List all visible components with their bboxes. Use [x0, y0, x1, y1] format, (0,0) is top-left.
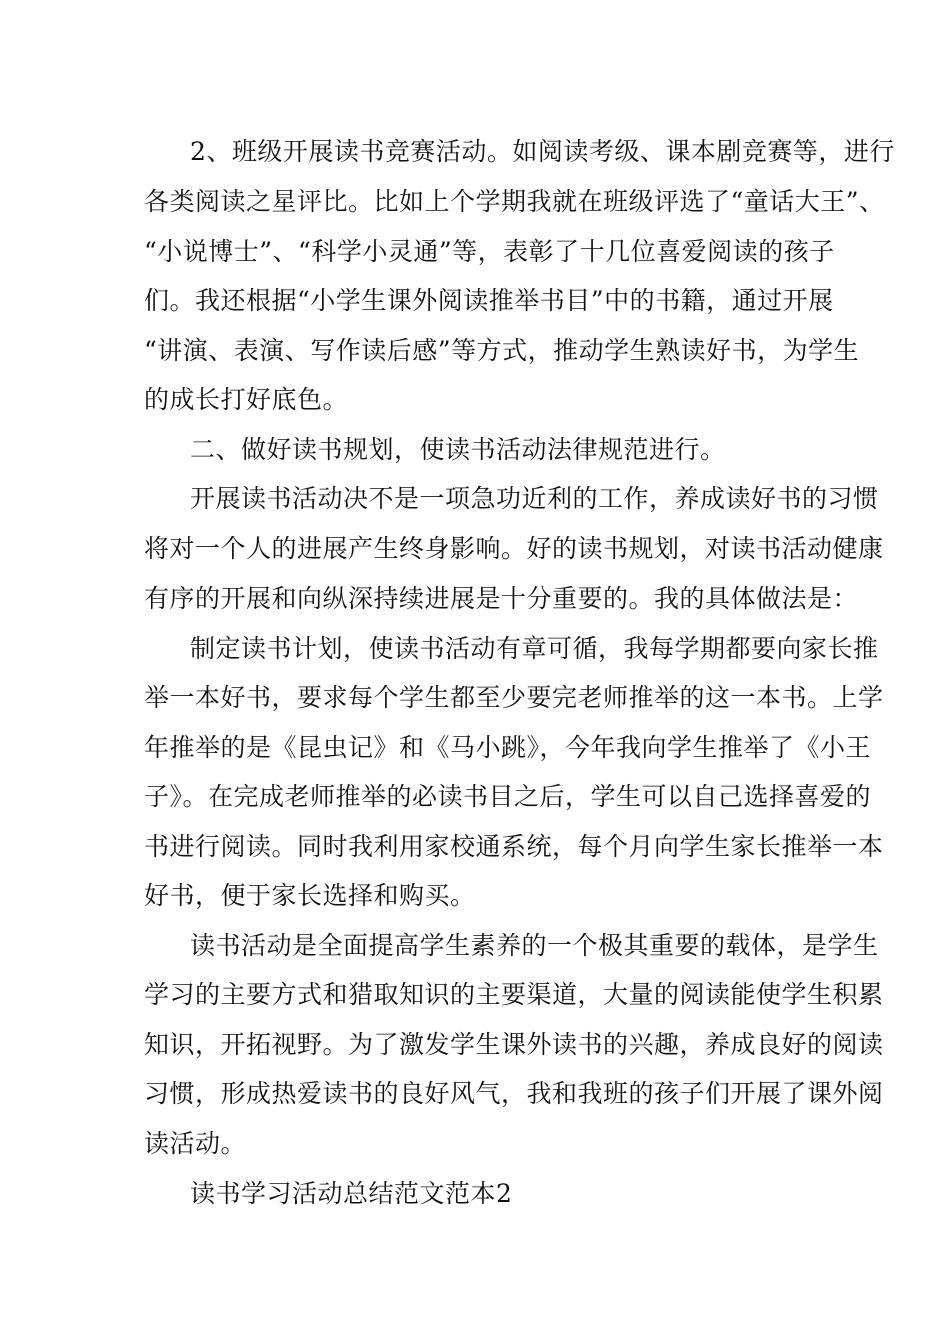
paragraph-line: 各类阅读之星评比。比如上个学期我就在班级评选了“童话大王”、: [144, 187, 885, 216]
paragraph-line: 学习的主要方式和猎取知识的主要渠道，大量的阅读能使学生积累: [144, 980, 884, 1009]
paragraph-line: 举一本好书，要求每个学生都至少要完老师推举的这一本书。上学: [144, 683, 884, 712]
paragraph-line: 开展读书活动决不是一项急功近利的工作，养成读好书的习惯: [190, 484, 879, 513]
paragraph-line: 好书，便于家长选择和购买。: [144, 881, 476, 910]
section-heading: 二、做好读书规划，使读书活动法律规范进行。: [190, 435, 726, 464]
paragraph-line: “小说博士”、“科学小灵通”等，表彰了十几位喜爱阅读的孩子: [144, 237, 835, 266]
paragraph-line: 有序的开展和向纵深持续进展是十分重要的。我的具体做法是：: [144, 584, 859, 613]
paragraph-line: 将对一个人的进展产生终身影响。好的读书规划，对读书活动健康: [144, 534, 884, 563]
paragraph-line: 2、班级开展读书竞赛活动。如阅读考级、课本剧竞赛等，进行: [190, 137, 895, 166]
section-title: 读书学习活动总结范文范本2: [190, 1179, 513, 1208]
paragraph-line: 读书活动是全面提高学生素养的一个极其重要的载体，是学生: [190, 931, 879, 960]
paragraph-line: 们。我还根据“小学生课外阅读推举书目”中的书籍，通过开展: [144, 286, 834, 315]
paragraph-line: 读活动。: [144, 1129, 247, 1158]
paragraph-line: 年推举的是《昆虫记》和《马小跳》，今年我向学生推举了《小王: [144, 733, 872, 762]
paragraph-line: 书进行阅读。同时我利用家校通系统，每个月向学生家长推举一本: [144, 832, 884, 861]
paragraph-line: 子》。在完成老师推举的必读书目之后，学生可以自己选择喜爱的: [144, 782, 872, 811]
paragraph-line: 习惯，形成热爱读书的良好风气，我和我班的孩子们开展了课外阅: [144, 1079, 884, 1108]
paragraph-line: 知识，开拓视野。为了激发学生课外读书的兴趣，养成良好的阅读: [144, 1030, 884, 1059]
paragraph-line: 的成长打好底色。: [144, 385, 349, 414]
paragraph-line: “讲演、表演、写作读后感”等方式，推动学生熟读好书，为学生: [144, 336, 860, 365]
paragraph-line: 制定读书计划，使读书活动有章可循，我每学期都要向家长推: [190, 634, 879, 663]
